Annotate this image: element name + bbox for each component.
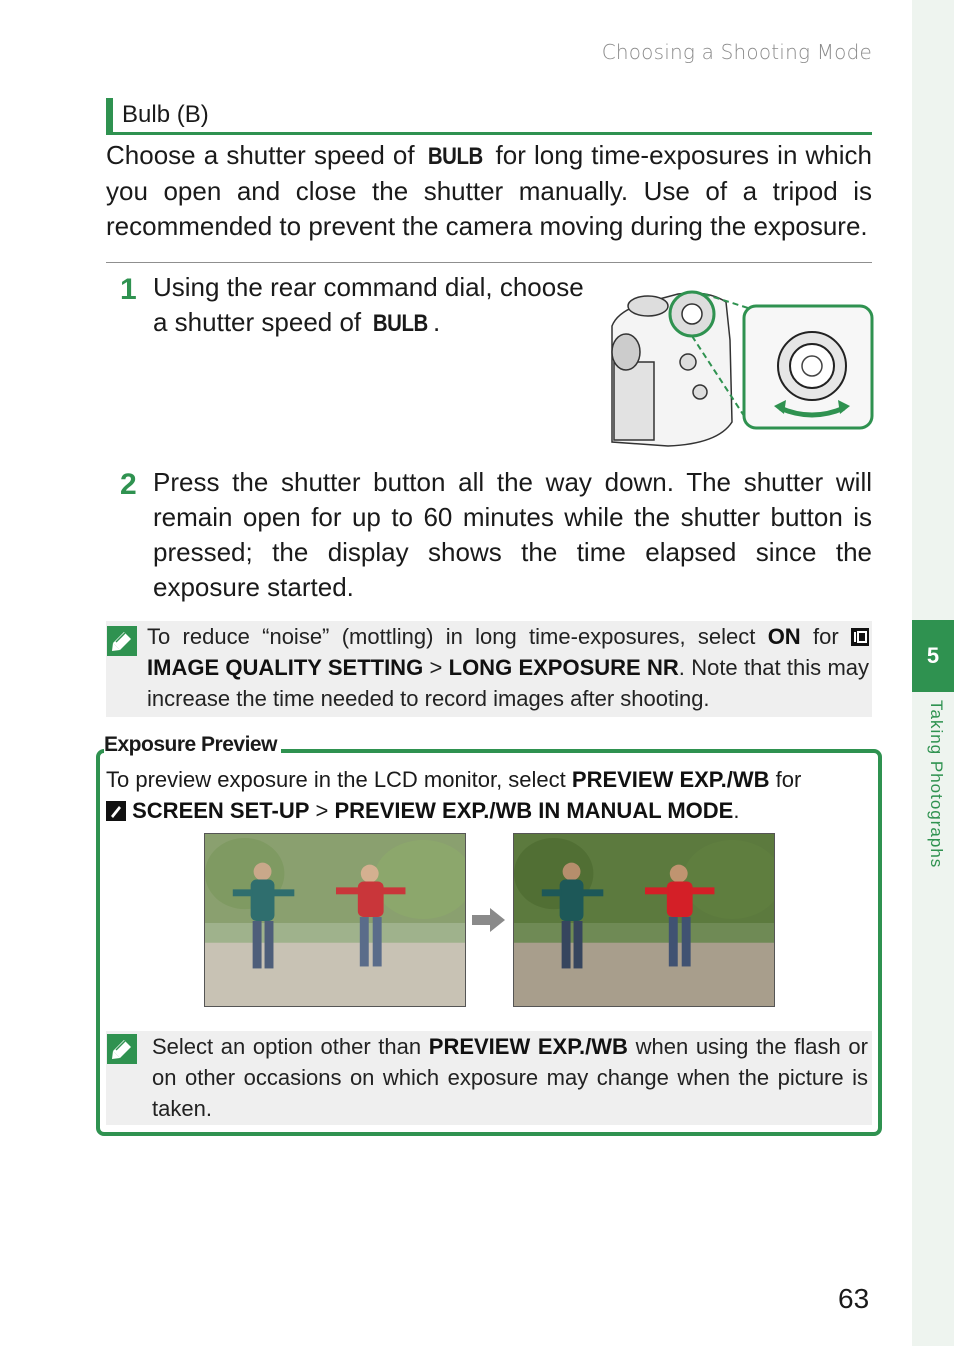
preview-text-3: . [733,798,740,823]
menu-separator: > [309,798,335,823]
note-pencil-icon [106,1033,138,1065]
bulb-setting: BULB [373,310,429,337]
intro-text-1: Choose a shutter speed of [106,140,423,170]
note-1-text-3: . Note that this may increase the time needed to record images after shooting. [147,655,870,711]
note-1-text-2: for [800,624,851,649]
step-2-text: Press the shutter button all the way down. The shutter will remain open for up to 60 minutes while the shutter button is pressed; the display shows the time elapsed since the exposure started. [153,467,872,602]
preview-exp-wb-option: PREVIEW EXP./WB [571,767,770,792]
section-title: Bulb (B) [122,100,209,128]
photo-after-preview [513,833,775,1007]
step-number-1: 1 [120,273,137,306]
note-1-text [147,621,869,714]
screen-setup-menu: SCREEN SET-UP [132,798,310,823]
step-1-text-part: Using the rear command dial, choose a shutter speed of [153,272,584,337]
page-number: 63 [838,1283,870,1314]
note-2-text [152,1031,868,1124]
on-option: ON [767,624,801,649]
section-heading [106,97,872,135]
photo-before-preview [204,833,466,1007]
intro-paragraph [106,138,872,244]
preview-manual-mode-menu: PREVIEW EXP./WB IN MANUAL MODE [334,798,734,823]
step-1-text [153,270,598,341]
step-1-text-end: . [433,307,441,337]
step-number-2: 2 [120,468,137,501]
chapter-title: Taking Photographs [927,700,946,869]
note-pencil-icon [106,625,138,657]
note-1-text-1: To reduce “noise” (mottling) in long time-exposures, select [147,624,768,649]
running-header: Choosing a Shooting Mode [601,40,872,64]
note-box-noise-reduction [106,621,872,717]
chapter-number-tab[interactable] [912,620,954,692]
note-2-text-1: Select an option other than [152,1034,429,1059]
preview-text-1: To preview exposure in the LCD monitor, select [106,767,572,792]
screen-setup-menu-icon [106,801,126,821]
exposure-preview-title: Exposure Preview [104,733,281,757]
exposure-preview-text [106,764,872,826]
image-quality-menu-icon [851,628,869,646]
camera-command-dial-illustration [608,282,874,448]
section-heading-bar [106,98,113,132]
image-quality-setting-menu: IMAGE QUALITY SETTING [147,655,424,680]
divider-rule [106,262,872,263]
preview-text-2: for [769,767,802,792]
note-2-text-2: when using the flash or on other occasions on which exposure may change when the picture is taken. [152,1034,868,1121]
bulb-setting: BULB [427,143,483,170]
arrow-right-icon [472,906,506,934]
menu-separator: > [423,655,449,680]
intro-text-2: for long time-exposures in which you open and close the shutter manually. Use of a tripod is recommended to prevent the camera moving during the exposure. [106,140,873,241]
chapter-number: 5 [926,643,940,668]
long-exposure-nr-menu: LONG EXPOSURE NR [448,655,679,680]
preview-exp-wb-option: PREVIEW EXP./WB [428,1034,628,1059]
note-box-flash [106,1031,872,1125]
